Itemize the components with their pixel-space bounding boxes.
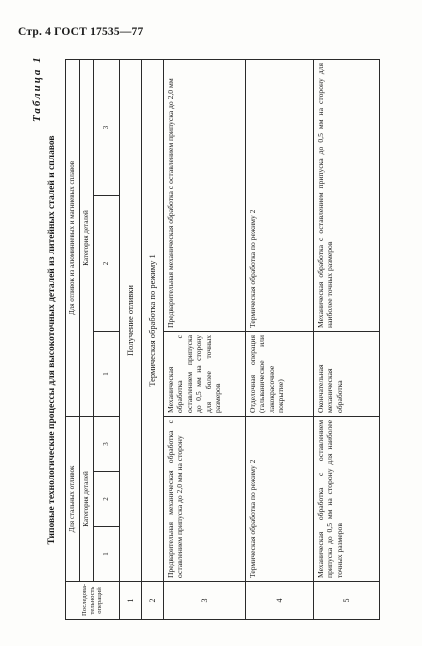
table-caption: Таблица 1	[31, 55, 43, 122]
table-row	[120, 59, 142, 619]
alloy-cat1-operation: Механическая обработка с оставлением припуска до 0,5 мм на сторону для более точных размеров	[164, 332, 246, 417]
process-table	[65, 59, 380, 620]
alloy-cat23-operation: Механическая обработка с оставлением припуска до 0,5 мм на сторону для наиболее точных размеров	[314, 59, 380, 331]
alloy-cat23-operation: Предварительная механическая обработка с оставлением припуска до 2,0 мм	[164, 59, 246, 331]
operation-text: Получение отливки	[120, 59, 142, 581]
table-row	[142, 59, 164, 619]
row-number: 2	[142, 582, 164, 620]
alloy-cat1-operation: Отделочная операция (гальваническое или лакокрасочное покрытие)	[246, 332, 314, 417]
table-title: Типовые технологические процессы для высокоточных деталей из литейных сталей и сплавов	[47, 135, 57, 545]
column-group-steel: Для стальных отливок	[66, 417, 80, 582]
steel-category-1: 1	[94, 527, 120, 582]
row-number: 1	[120, 582, 142, 620]
row-number: 5	[314, 582, 380, 620]
steel-category-2: 2	[94, 472, 120, 527]
alloy-cat1-operation: Окончательная механическая обработка	[314, 332, 380, 417]
alloy-category-header: Категория деталей	[80, 59, 94, 416]
alloy-category-1: 1	[94, 332, 120, 417]
alloy-category-3: 3	[94, 59, 120, 195]
page-header: Стр. 4 ГОСТ 17535—77	[18, 26, 144, 38]
steel-operation: Предварительная механическая обработка с оставлением припуска до 2,0 мм на сторону	[164, 417, 246, 582]
alloy-category-2: 2	[94, 196, 120, 332]
alloy-cat23-operation: Термическая обработка по режиму 2	[246, 59, 314, 331]
rotated-table-block	[25, 55, 405, 620]
steel-operation: Механическая обработка с оставлением припуска до 0,5 мм на сторону для наиболее точных размеров	[314, 417, 380, 582]
steel-operation: Термическая обработка по режиму 2	[246, 417, 314, 582]
table-row	[314, 59, 380, 619]
column-header-sequence: Последова-тельность операций	[66, 582, 120, 620]
table-row	[164, 59, 246, 619]
steel-category-3: 3	[94, 417, 120, 472]
column-group-alloy: Для отливок из алюминиевых и магниевых сплавов	[66, 59, 80, 416]
row-number: 4	[246, 582, 314, 620]
table-row	[246, 59, 314, 619]
steel-category-header: Категория деталей	[80, 417, 94, 582]
row-number: 3	[164, 582, 246, 620]
operation-text: Термическая обработка по режиму 1	[142, 59, 164, 581]
